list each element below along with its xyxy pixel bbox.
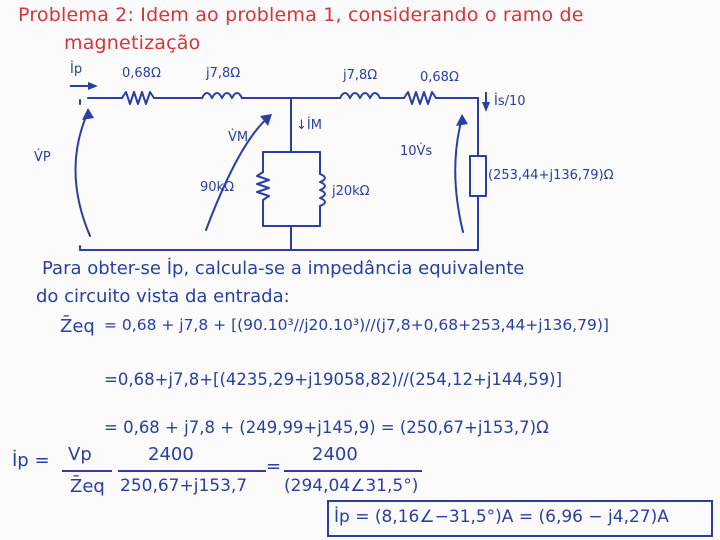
vs-label: 10V̇s xyxy=(400,144,433,159)
is-label: İs/10 xyxy=(494,94,526,109)
fraction-bar-2 xyxy=(118,470,266,472)
equation-1: = 0,68 + j7,8 + [(90.10³//j20.10³)//(j7,8+0,68+253,44+j136,79)] xyxy=(104,316,609,334)
problem-title-cont: magnetização xyxy=(64,32,201,54)
zeq-label: Z̄eq xyxy=(60,316,95,337)
r1-label: 0,68Ω xyxy=(122,66,161,81)
load-label: (253,44+j136,79)Ω xyxy=(488,168,614,183)
resistor-rm xyxy=(257,172,269,200)
fraction-bar-3 xyxy=(284,470,422,472)
vp-arrowhead xyxy=(82,108,94,120)
vp-label: V̇P xyxy=(34,150,51,165)
x2-label: j7,8Ω xyxy=(343,68,378,83)
num-2400-b: 2400 xyxy=(312,444,358,465)
rm-label: 90kΩ xyxy=(200,180,235,195)
num-2400-a: 2400 xyxy=(148,444,194,465)
fraction-bar-1 xyxy=(62,470,112,472)
vm-label: V̇M xyxy=(228,130,249,145)
vs-arc xyxy=(455,118,463,232)
vp-arc xyxy=(75,112,90,236)
equation-2: =0,68+j7,8+[(4235,29+j19058,82)//(254,12+j144,59)] xyxy=(104,370,563,389)
result-text: İp = (8,16∠−31,5°)A = (6,96 − j4,27)A xyxy=(334,507,669,527)
r2-label: 0,68Ω xyxy=(420,70,459,85)
den-b: (294,04∠31,5°) xyxy=(284,476,419,496)
inductor-x1 xyxy=(202,93,242,98)
ip-label: İp xyxy=(70,62,83,77)
equation-3: = 0,68 + j7,8 + (249,99+j145,9) = (250,67+j153,7)Ω xyxy=(104,418,549,437)
den-a: 250,67+j153,7 xyxy=(120,476,248,496)
zeq-denominator: Z̄eq xyxy=(70,476,105,497)
equals-sign: = xyxy=(266,456,282,477)
resistor-r2 xyxy=(404,92,436,104)
inductor-xm xyxy=(320,174,325,206)
x1-label: j7,8Ω xyxy=(206,66,241,81)
inductor-x2 xyxy=(340,93,380,98)
ip-lhs: İp = xyxy=(12,450,50,471)
text-line-2: do circuito vista da entrada: xyxy=(36,286,290,307)
vs-arrowhead xyxy=(456,114,468,126)
resistor-r1 xyxy=(122,92,154,104)
im-label: ↓İM xyxy=(296,118,322,133)
load-box xyxy=(470,156,486,196)
problem-title: Problema 2: Idem ao problema 1, considerando o ramo de xyxy=(18,4,584,26)
xm-label: j20kΩ xyxy=(332,184,370,199)
vp-numerator: Vp xyxy=(68,444,92,465)
text-line-1: Para obter-se İp, calcula-se a impedância equivalente xyxy=(42,258,525,279)
